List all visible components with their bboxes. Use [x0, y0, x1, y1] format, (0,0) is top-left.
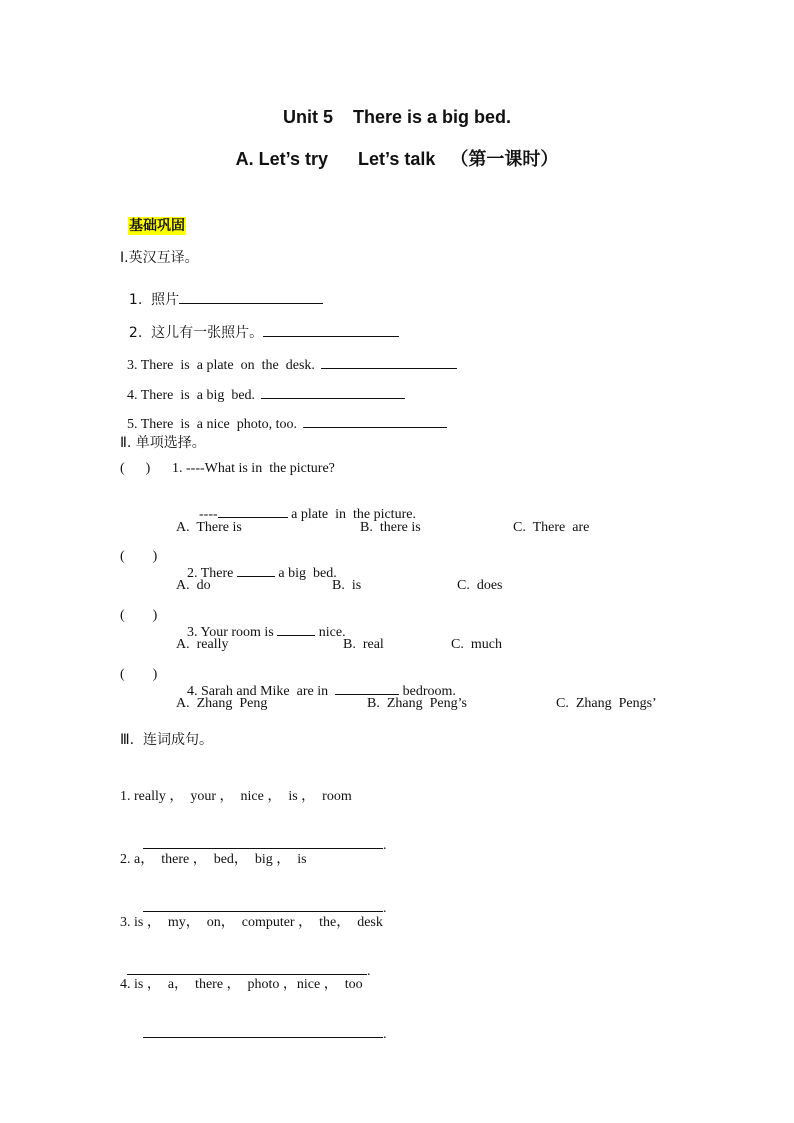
q1-option-c[interactable]: C. There are	[513, 520, 590, 535]
question-1-stem: 1. ----What is in the picture?	[172, 461, 335, 476]
answer-blank[interactable]	[179, 291, 323, 304]
page-subtitle: A. Let’s try Let’s talk （第一课时）	[235, 149, 559, 169]
q2-option-a[interactable]: A. do	[176, 578, 211, 593]
section-badge: 基础巩固	[129, 218, 185, 234]
translation-item-2: 2. 这儿有一张照片。	[120, 310, 399, 340]
translation-item-4: 4. There is a big bed.	[120, 372, 405, 403]
sentence-answer-4: .	[136, 1011, 387, 1042]
q4-option-c[interactable]: C. Zhang Pengs’	[556, 696, 657, 711]
answer-blank[interactable]	[261, 386, 405, 399]
translation-item-1: 1. 照片	[120, 277, 323, 307]
section-1-heading: Ⅰ.英汉互译。	[120, 250, 199, 266]
answer-blank[interactable]	[143, 836, 383, 849]
q1-option-b[interactable]: B. there is	[360, 520, 421, 535]
question-2-stem: 2. There a big bed.	[187, 566, 337, 581]
page-title: Unit 5 There is a big bed.	[282, 107, 512, 127]
sentence-answer-1: .	[136, 822, 387, 853]
section-3-heading: Ⅲ. 连词成句。	[120, 732, 214, 748]
answer-blank[interactable]	[277, 623, 315, 636]
q3-option-c[interactable]: C. much	[451, 637, 502, 652]
answer-paren[interactable]: ( )	[120, 608, 158, 623]
sentence-item-4: 4. is ， a， there ， photo ，nice ， too	[120, 977, 363, 992]
translation-item-5: 5. There is a nice photo, too.	[120, 401, 447, 432]
answer-blank[interactable]	[143, 1025, 383, 1038]
question-1-stem-2: ---- a plate in the picture.	[199, 507, 416, 522]
sentence-item-1: 1. really ， your ， nice ， is ， room	[120, 789, 352, 804]
q1-option-a[interactable]: A. There is	[176, 520, 242, 535]
answer-blank[interactable]	[218, 505, 288, 518]
answer-blank[interactable]	[321, 356, 457, 369]
sentence-item-2: 2. a， there ， bed， big ， is	[120, 852, 307, 867]
q2-option-b[interactable]: B. is	[332, 578, 362, 593]
answer-paren[interactable]: ( )	[120, 667, 158, 682]
q3-option-a[interactable]: A. really	[176, 637, 229, 652]
answer-blank[interactable]	[127, 962, 367, 975]
q2-option-c[interactable]: C. does	[457, 578, 503, 593]
section-2-heading: Ⅱ. 单项选择。	[120, 435, 206, 451]
answer-blank[interactable]	[303, 415, 447, 428]
q4-option-b[interactable]: B. Zhang Peng’s	[367, 696, 467, 711]
question-3-stem: 3. Your room is nice.	[187, 625, 346, 640]
question-4-stem: 4. Sarah and Mike are in bedroom.	[187, 684, 456, 699]
translation-item-3: 3. There is a plate on the desk.	[120, 342, 457, 373]
sentence-item-3: 3. is ， my， on， computer ， the， desk	[120, 915, 383, 930]
answer-blank[interactable]	[335, 682, 399, 695]
sentence-answer-3: .	[120, 948, 371, 979]
answer-blank[interactable]	[143, 899, 383, 912]
sentence-answer-2: .	[136, 885, 387, 916]
answer-blank[interactable]	[237, 564, 275, 577]
answer-paren[interactable]: ( )	[120, 461, 151, 476]
answer-paren[interactable]: ( )	[120, 549, 158, 564]
q3-option-b[interactable]: B. real	[343, 637, 384, 652]
q4-option-a[interactable]: A. Zhang Peng	[176, 696, 268, 711]
answer-blank[interactable]	[263, 324, 399, 337]
